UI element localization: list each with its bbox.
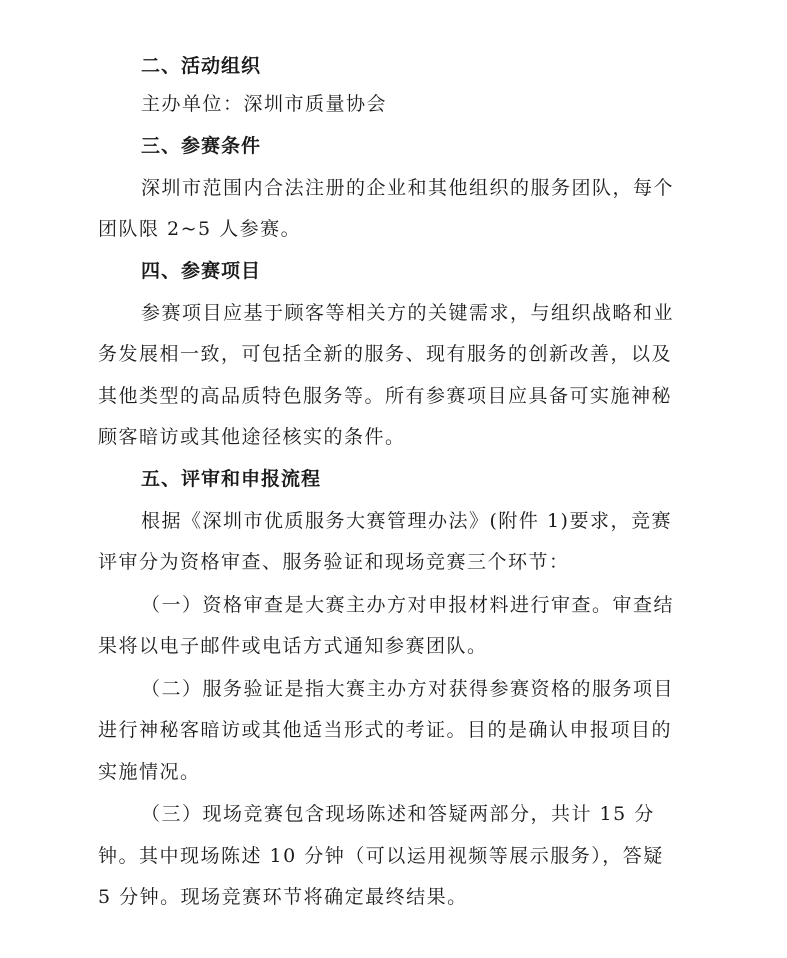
process-step1-line-1: （一）资格审查是大赛主办方对申报材料进行审查。审查结 [141,594,675,616]
section-heading-organization: 二、活动组织 [141,55,262,77]
projects-line-1: 参赛项目应基于顾客等相关方的关键需求，与组织战略和业 [141,302,675,324]
section-heading-projects: 四、参赛项目 [141,260,262,282]
process-step3-line-3: 5 分钟。现场竞赛环节将确定最终结果。 [98,886,468,908]
process-line-1: 根据《深圳市优质服务大赛管理办法》(附件 1)要求，竞赛 [141,510,672,532]
section-heading-process: 五、评审和申报流程 [141,468,322,490]
section-heading-eligibility: 三、参赛条件 [141,135,262,157]
process-step3-line-1: （三）现场竞赛包含现场陈述和答疑两部分，共计 15 分 [141,803,655,825]
process-step2-line-3: 实施情况。 [98,761,201,783]
projects-line-3: 其他类型的高品质特色服务等。所有参赛项目应具备可实施神秘 [98,385,673,407]
process-step1-line-2: 果将以电子邮件或电话方式通知参赛团队。 [98,635,488,657]
organizer-line: 主办单位：深圳市质量协会 [141,93,388,115]
process-step2-line-2: 进行神秘客暗访或其他适当形式的考证。目的是确认申报项目的 [98,719,673,741]
projects-line-4: 顾客暗访或其他途径核实的条件。 [98,426,406,448]
eligibility-line-2: 团队限 2~5 人参赛。 [98,218,302,240]
process-step2-line-1: （二）服务验证是指大赛主办方对获得参赛资格的服务项目 [141,678,675,700]
projects-line-2: 务发展相一致，可包括全新的服务、现有服务的创新改善，以及 [98,343,673,365]
process-step3-line-2: 钟。其中现场陈述 10 分钟（可以运用视频等展示服务），答疑 [98,845,664,867]
process-line-2: 评审分为资格审查、服务验证和现场竞赛三个环节： [98,551,570,573]
eligibility-line-1: 深圳市范围内合法注册的企业和其他组织的服务团队，每个 [141,177,675,199]
